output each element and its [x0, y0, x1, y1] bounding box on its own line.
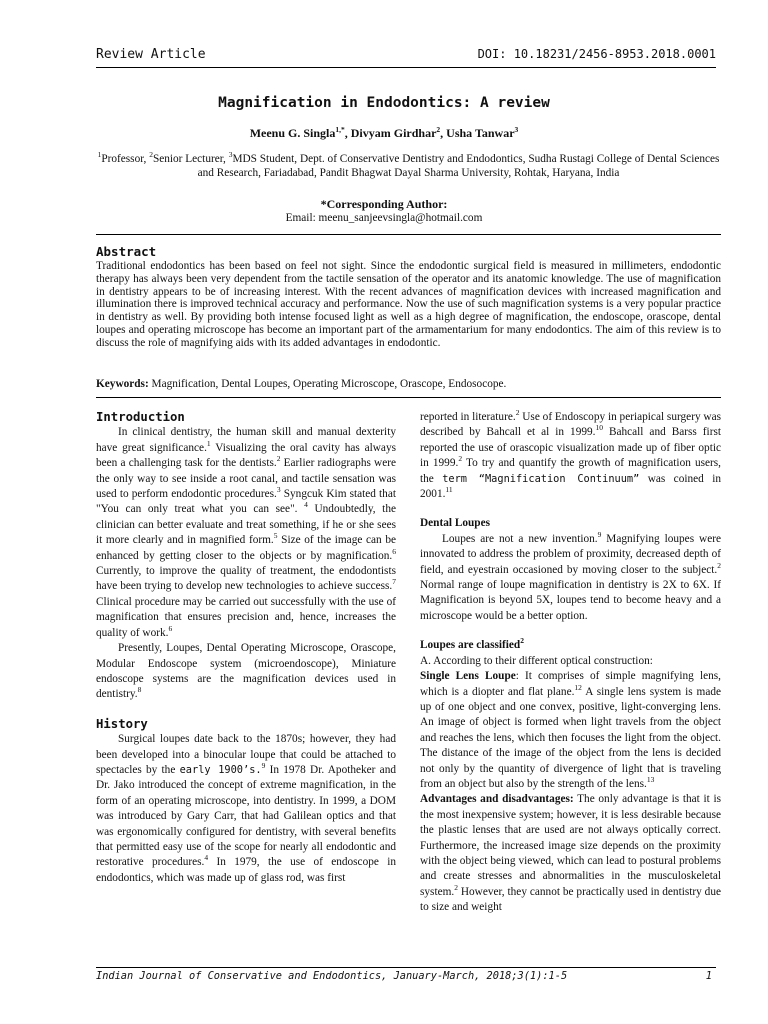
affiliation: $^1$Professor, $^2$Senior Lecturer, $^3$MDS Student, Dept. of Conservative Dentistry and Endodontics, Sudha Rustagi College of Dental Sciences and Research, Fariadabad, Pandit Bhagwat Dayal Sharma University, Rohtak, Haryana, India [97, 150, 720, 179]
paragraph: Loupes are not a new invention.$^9$ Magnifying loupes were innovated to address the problem of proximity, decreased depth of field, and eyestrain occasioned by moving closer to the subject.$^2$ Normal range of loupe magnification in dentistry is 2X to 6X. If Magnification is beyond 5X, loupes tend to become heavy and a microscope would be a better option. [420, 530, 721, 622]
section-heading-history: History [96, 716, 148, 731]
paragraph: In clinical dentistry, the human skill and manual dexterity have great significance.$^1$ Visualizing the oral cavity has always been a challenging task for the dentists.$^2$ Earlier radiographs were the only way to see inside a root canal, and tactile sensation was used to perform endodontic procedures.$^3$ Syngcuk Kim stated that "You can only treat what you can see". $^4$ Undoubtedly, the clinician can better evaluate and treat something, if he or she sees it more clearly and in magnified form.$^5$ Size of the image can be enhanced by getting closer to the objects or by magnification.$^6$ Currently, to improve the quality of treatment, the endodontists have been trying to develop new technologies to achieve success.$^7$ Clinical procedure may be carried out successfully with the use of magnification that ensures precision and, hence, increases the quality of work.$^6$ [96, 426, 397, 639]
paragraph: Single Lens Loupe: It comprises of simple magnifying lens, which is a diopter and flat plane.$^{12}$ A single lens system is made up of one object and one convex, positive, light-converging lens. An image of object is formed when light travels from the object and reaches the lens, which then focuses the light from the object. The distance of the image of the object from the lens is decided not only by the quantity of divergence of light that is traveling from an object but also by the strength of the lens.$^{13}$ [420, 670, 721, 790]
doi: DOI: 10.18231/2456-8953.2018.0001 [477, 47, 716, 61]
paragraph: Presently, Loupes, Dental Operating Microscope, Orascope, Modular Endoscope system (microendoscope), Miniature endoscope systems are the magnification devices used in dentistry.$^8$ [96, 642, 396, 701]
section-heading-introduction: Introduction [96, 410, 185, 424]
running-footer [96, 967, 716, 982]
keywords: Keywords: Magnification, Dental Loupes, Operating Microscope, Orascope, Endosocope. [96, 378, 507, 390]
journal-citation: Indian Journal of Conservative and Endodontics, January-March, 2018;3(1):1-5 [96, 970, 568, 982]
abstract-heading: Abstract [96, 244, 157, 259]
corresponding-author-label: *Corresponding Author: [320, 197, 448, 211]
author-name: Usha Tanwar [446, 126, 515, 140]
section-heading-classification: Loupes are classified$^2$ [420, 636, 524, 652]
section-heading-dental-loupes: Dental Loupes [420, 517, 490, 530]
author-name: Divyam Girdhar [350, 126, 437, 140]
divider [96, 397, 721, 398]
corresponding-email: Email: meenu_sanjeevsingla@hotmail.com [285, 212, 483, 224]
divider [96, 234, 721, 235]
paragraph: Surgical loupes date back to the 1870s; however, they had been developed into a binocular loupe that could be attached to spectacles by the early 1900’s.$^9$ In 1978 Dr. Apotheker and Dr. Jako introduced the concept of extreme magnification, in the form of an operating microscope, into dentistry. In 1999, a DOM was introduced by Gary Carr, that had Galilean optics and that was ergonomically configured for dentistry, with several benefits that permitted easy use of the scope for nearly all endodontic and restorative procedures.$^4$ In 1979, the use of endoscope in endodontics, which was made up of glass rod, was first [96, 733, 396, 884]
author-list: Meenu G. Singla$^{1,*}$, Divyam Girdhar$^2$, Usha Tanwar$^3$ [249, 125, 519, 140]
author-name: Meenu G. Singla [249, 126, 336, 140]
right-column [420, 410, 721, 916]
paragraph: reported in literature.$^2$ Use of Endoscopy in periapical surgery was described by Bahcall et al in 1999.10 Bahcall and Barss first reported the use of orascopic visualization made up of fiber optic in 1999.$^2$ To try and quantify the growth of magnification users, the term “Magnification Continuum” was coined in 2001.11 [420, 408, 722, 501]
page-number: 1 [705, 970, 712, 982]
classification-line: A. According to their different optical construction: [420, 654, 653, 667]
paragraph: Advantages and disadvantages: The only advantage is that it is the most inexpensive system; however, it is less desirable because the plastic lenses that are used are not always optically correct. Furthermore, the increased image size depends on the proximity with the object being viewed, which can lead to postural problems and create stresses and abnormalities in the musculoskeletal system.$^2$ However, they cannot be practically used in dentistry due to size and weight [420, 793, 721, 914]
article-type: Review Article [96, 47, 206, 62]
left-column [96, 410, 396, 886]
abstract-text: Traditional endodontics has been based on feel not sight. Since the endodontic surgical field is measured in millimeters, endodontic therapy has always been very dependent from the tactile sensation of the operator and its anatomic knowledge. The use of magnification in dentistry appears to be of increasing interest. With the recent advances of magnification devices with increased magnification and illumination there is improved technical accuracy and performance. Now the use of such magnification systems is a very popular practice in dentistry as well. By providing both intense focused light as well as a high degree of magnification, the endoscope, orascope, dental loupes and operating microscope has become an important part of the armamentarium for many endodontics. The aim of this review is to discuss the role of magnifying aids with its added advantages in endodontic. [96, 260, 721, 349]
running-header [96, 47, 716, 68]
paper-title: Magnification in Endodontics: A review [218, 95, 550, 111]
